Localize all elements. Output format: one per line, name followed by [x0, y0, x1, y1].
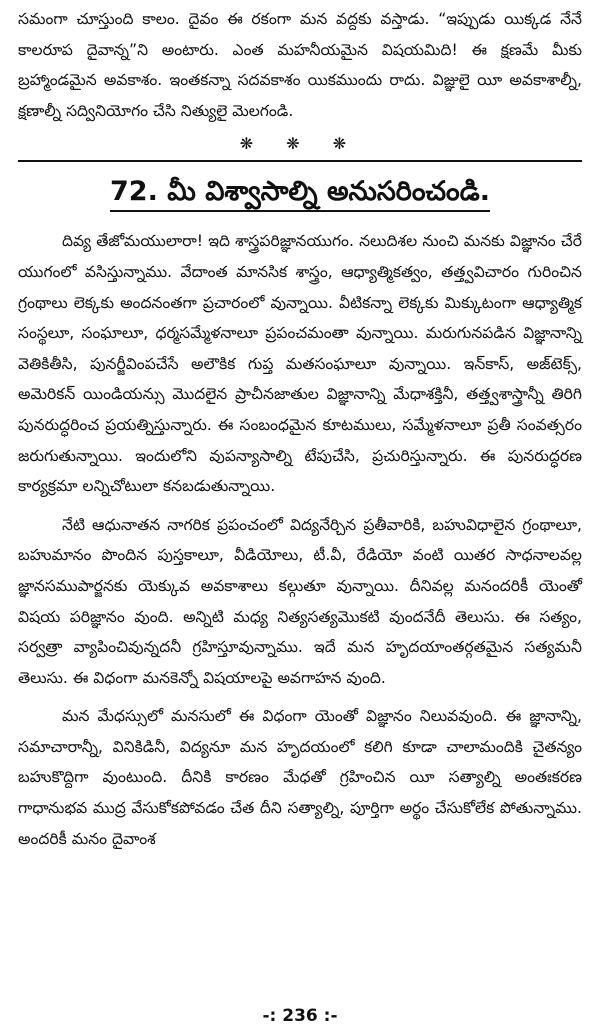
- paragraph-gap: [18, 502, 582, 510]
- section-divider: [18, 160, 582, 162]
- intro-paragraph: సమంగా చూస్తుంది కాలం. దైవం ఈ రకంగా మన వద్దకు వస్తాడు. “ఇప్పుడు యిక్కడ నేనే కాలరూప దైవాన్న”ని అంటారు. ఎంత మహనీయమైన విషయమిది! ఈ క్షణమే మీకు బ్రహ్మాండమైన అవకాశం. ఇంతకన్నా సదవకాశం యికముందు రాదు. విజ్ఞులై యీ అవకాశాల్నీ, క్షణాల్నీ సద్వినియోగం చేసి నిత్యులై మెలగండి.: [18, 10, 582, 120]
- section-ornament: ❋ ❋ ❋: [239, 134, 361, 154]
- body-paragraph: నేటి ఆధునాతన నాగరిక ప్రపంచంలో విద్యనేర్చిన ప్రతీవారికి, బహువిధాలైన గ్రంథాలూ, బహుమానం పొందిన పుస్తకాలూ, వీడియోలు, టీ.వీ, రేడియో వంటి యితర సాధనాలవల్ల జ్ఞానసముపార్జనకు యెక్కువ అవకాశాలు కల్గుతూ వున్నాయి. దీనివల్ల మనందరికీ యెంతో విషయ పరిజ్ఞానం వుంది. అన్నిటి మధ్య నిత్యసత్యమొకటి వుందనేదీ తెలుసు. ఈ సత్యం, సర్వత్రా వ్యాపించివున్నదనీ గ్రహిస్తూవున్నాము. ఇదే మన హృదయాంతర్గతమైన సత్యమనీ తెలుసు. ఈ విధంగా మనకెన్నో విషయాలపై అవగాహన వుంది.: [18, 515, 582, 687]
- body-paragraph: దివ్య తేజోమయులారా! ఇది శాస్త్రపరిజ్ఞానయుగం. నలుదిశల నుంచి మనకు విజ్ఞానం చేరే యుగంలో వసిస్తున్నాము. వేదాంత మానసిక శాస్త్రం, ఆధ్యాత్మికత్వం, తత్త్వవిచారం గురించిన గ్రంథాలు లెక్కకు అందనంతగా ప్రచారంలో వున్నాయి. వీటికన్నా లెక్కకు మిక్కుటంగా ఆధ్యాత్మిక సంస్థలూ, సంఘాలూ, ధర్మసమ్మేళనాలూ ప్రపంచమంతా వున్నాయి. మరుగునపడిన విజ్ఞానాన్ని వెతికితీసి, పునర్జీవింపచేసే అలౌకిక గుప్త మతసంఘాలూ వున్నాయి. ఇన్‌కాస్, అజ్‌టెక్స్, అమెరికన్ యిండియన్సు మొదలైన ప్రాచీనజాతుల విజ్ఞానాన్ని మేధాశక్తినీ, తత్త్వశాస్త్రాన్నీ తిరిగి పునరుద్ధరించ ప్రయత్నిస్తున్నారు. ఈ సంబంధమైన కూటములు, సమ్మేళనాలూ ప్రతీ సంవత్సరం జరుగుతున్నాయి. ఇందులోని వుపన్యాసాల్ని టేపుచేసి, ప్రచురిస్తున్నారు. ఈ పునరుద్ధరణ కార్యక్రమా లన్నిచోటులా కనబడుతున్నాయి.: [18, 232, 582, 496]
- page-number: -: 236 :-: [262, 1006, 338, 1026]
- chapter-heading: [18, 168, 582, 216]
- chapter-heading-text: 72. మీ విశ్వాసాల్ని అనుసరించండి.: [110, 176, 490, 212]
- paragraph-gap: [18, 693, 582, 701]
- body-paragraph: మన మేధస్సులో మనసులో ఈ విధంగా యెంతో విజ్ఞానం నిలువవుంది. ఈ జ్ఞానాన్ని, సమాచారాన్నీ, వినికిడినీ, విద్యనూ మన హృదయంలో కలిగి కూడా చాలామందికి చైతన్యం బహుకొద్దిగా వుంటుంది. దీనికి కారణం మేధతో గ్రహించిన యీ సత్యాల్ని అంతఃకరణ గాధానుభవ ముద్ర వేసుకోకపోవడం చేత దీని సత్యాల్ని, పూర్తిగా అర్థం చేసుకోలేక పోతున్నాము. అందరికీ మనం దైవాంశ: [18, 707, 582, 848]
